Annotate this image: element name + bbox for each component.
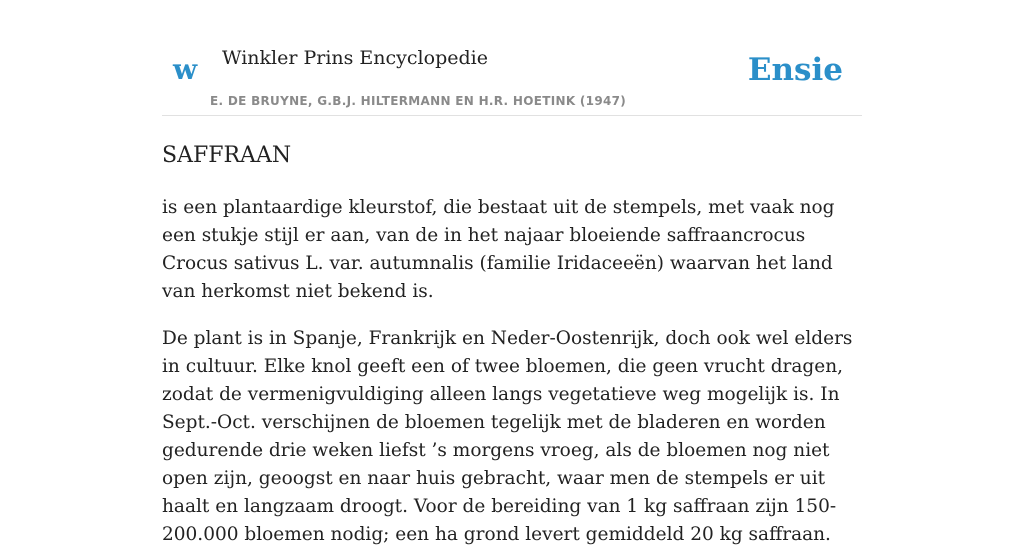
publication-title[interactable]: Winkler Prins Encyclopedie — [222, 47, 488, 69]
paragraph-2: De plant is in Spanje, Frankrijk en Neder-Oostenrijk, doch ook wel elders in cultuur. Elke knol geeft een of twee bloemen, die geen vrucht dragen, zodat de vermenigvuldiging alleen langs vegetatieve weg mogelijk is. In Sept.-Oct. verschijnen de bloemen tegelijk met de bladeren en worden gedurende drie weken liefst ’s morgens vroeg, als de bloemen nog niet open zijn, geoogst en naar huis gebracht, waar men de stempels er uit haalt en langzaam droogt. Voor de bereiding van 1 kg saffraan zijn 150-200.000 bloemen nodig; een ha grond levert gemiddeld 20 kg saffraan. — [162, 328, 853, 545]
entry-title: SAFFRAAN — [162, 143, 292, 168]
paragraph-1: is een plantaardige kleurstof, die bestaat uit de stempels, met vaak nog een stukje stijl er aan, van de in het najaar bloeiende saffraancrocus Crocus sativus L. var. autumnalis (familie Iridaceeën) waarvan het land van herkomst niet bekend is. — [162, 197, 835, 302]
article-container — [162, 0, 862, 549]
authors-line: E. DE BRUYNE, G.B.J. HILTERMANN EN H.R. HOETINK (1947) — [210, 94, 627, 108]
article-body — [162, 194, 862, 549]
ensie-logo[interactable]: Ensie — [747, 52, 843, 88]
header — [162, 0, 862, 116]
winkler-prins-logo[interactable]: w — [173, 53, 198, 86]
